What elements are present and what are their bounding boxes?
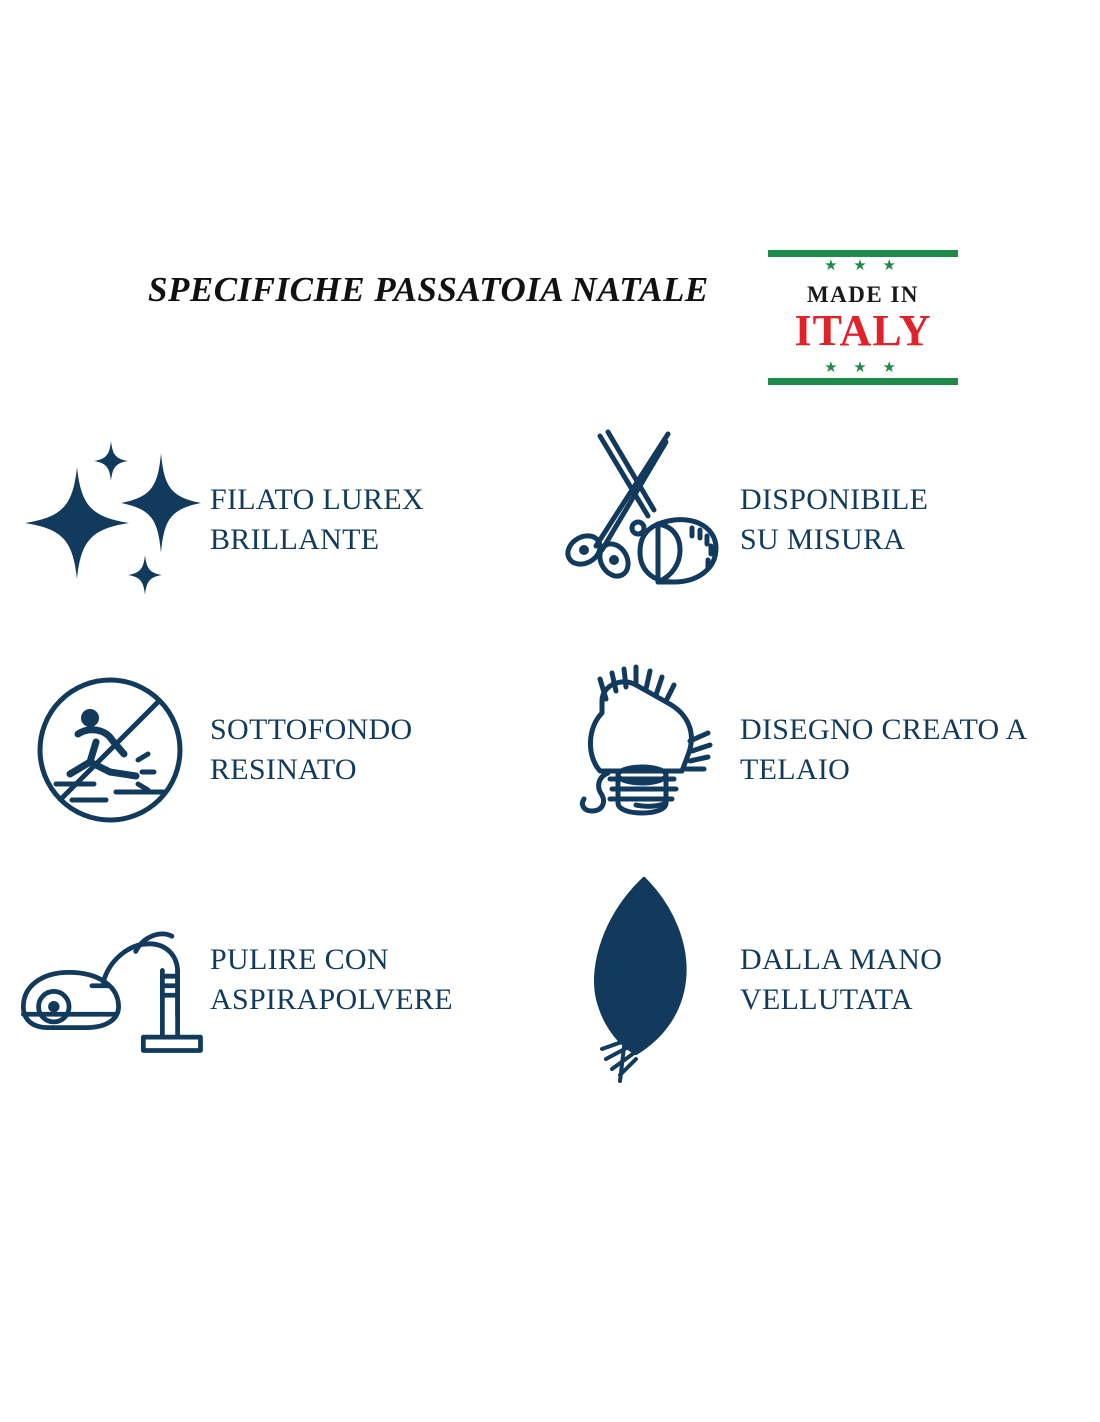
badge-stars-top: ★ ★ ★ <box>824 258 902 274</box>
loom-weaving-icon <box>540 650 740 850</box>
feature-label <box>210 710 412 789</box>
feature-item <box>10 420 424 620</box>
scissors-tape-measure-icon <box>540 420 740 620</box>
feature-label <box>740 710 1028 789</box>
feature-item <box>540 420 928 620</box>
feature-label-line1: DISPONIBILE <box>740 483 929 517</box>
made-in-italy-badge <box>768 250 958 385</box>
feature-item <box>10 650 412 850</box>
feature-label-line1: DALLA MANO <box>740 943 943 977</box>
feature-label-line1: PULIRE CON <box>210 943 389 977</box>
feature-item <box>540 880 942 1080</box>
feature-label <box>740 940 942 1019</box>
feature-label-line1: FILATO LUREX <box>210 483 424 517</box>
badge-stars-bottom: ★ ★ ★ <box>824 360 902 376</box>
badge-top-bar <box>768 250 958 257</box>
no-slip-icon <box>10 650 210 850</box>
feature-label-line2: SU MISURA <box>740 523 906 556</box>
feature-label-line2: RESINATO <box>210 753 357 786</box>
feather-icon <box>540 880 740 1080</box>
feature-label-line1: DISEGNO CREATO A <box>740 713 1028 747</box>
vacuum-cleaner-icon <box>10 880 210 1080</box>
page-title: SPECIFICHE PASSATOIA NATALE <box>148 270 709 309</box>
feature-label-line2: VELLUTATA <box>740 983 913 1016</box>
sparkle-icon <box>10 420 210 620</box>
badge-bottom-bar <box>768 378 958 385</box>
feature-label <box>210 480 424 559</box>
feature-label <box>210 940 453 1019</box>
header <box>0 250 1100 380</box>
feature-label-line2: BRILLANTE <box>210 523 380 556</box>
feature-label-line1: SOTTOFONDO <box>210 713 413 747</box>
feature-item <box>540 650 1028 850</box>
feature-label <box>740 480 928 559</box>
feature-item <box>10 880 453 1080</box>
feature-label-line2: TELAIO <box>740 753 851 786</box>
feature-label-line2: ASPIRAPOLVERE <box>210 983 453 1016</box>
badge-made-in-text: MADE IN <box>806 282 920 307</box>
badge-italy-text: ITALY <box>794 306 932 355</box>
